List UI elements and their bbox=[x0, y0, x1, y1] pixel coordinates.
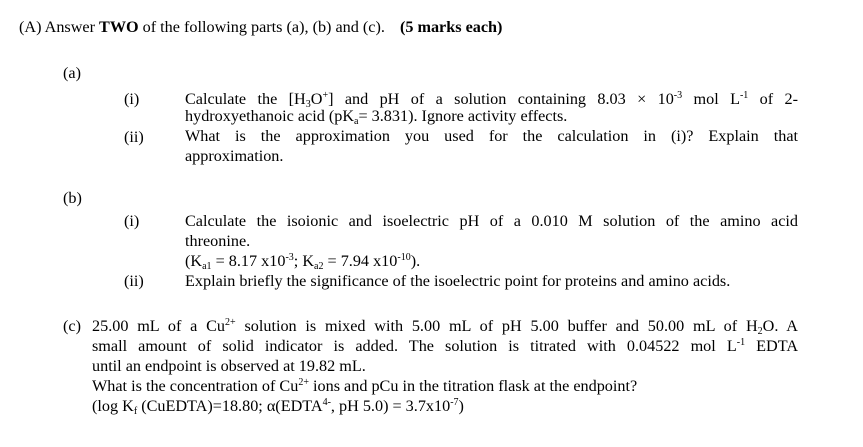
part-a-i-number: (i) bbox=[124, 90, 140, 108]
part-b-label: (b) bbox=[63, 189, 82, 207]
part-a-ii-line-1: What is the approximation you used for the calculation in (i)? Explain that bbox=[185, 127, 798, 145]
part-c-line-2: small amount of solid indicator is added. The solution is titrated with 0.04522 mol $L^{-1}$ EDTA bbox=[92, 337, 799, 355]
part-c-label: (c) bbox=[63, 317, 81, 335]
part-b-ii-line-1: Explain briefly the significance of the isoelectric point for proteins and amino acids. bbox=[185, 272, 731, 290]
header-instruction: of the following parts (a), (b) and (c). bbox=[138, 18, 385, 36]
part-b-i-number: (i) bbox=[124, 212, 140, 230]
header-lead: (A) Answer bbox=[19, 18, 100, 36]
header-marks: (5 marks each) bbox=[399, 18, 503, 36]
part-c-line-3: until an endpoint is observed at 19.82 mL. bbox=[92, 357, 366, 375]
part-a-i-line-1: Calculate the $[H_3O^+]$ and pH of a solution containing $8.03 \times 10^{-3}$ mol $L^{-1}$ of 2- bbox=[185, 90, 799, 110]
question-header bbox=[19, 19, 502, 36]
part-c-line-1: 25.00 mL of a $Cu^{2+}$ solution is mixed with 5.00 mL of pH 5.00 buffer and 50.00 mL of $H_2O$. A bbox=[92, 317, 798, 337]
part-b-i-line-1: Calculate the isoionic and isoelectric pH of a 0.010 M solution of the amino acid bbox=[185, 212, 798, 230]
part-c-question: What is the concentration of $Cu^{2+}$ ions and pCu in the titration flask at the endpoint? bbox=[92, 377, 638, 395]
header-emphasis: TWO bbox=[99, 18, 139, 36]
part-a-ii-line-2: approximation. bbox=[185, 147, 284, 165]
part-b-ii-number: (ii) bbox=[124, 272, 144, 290]
part-b-i-line-2: threonine. bbox=[185, 232, 251, 250]
part-b-i-constants: ($K_{a1} = 8.17$ $x10^{-3}$; $K_{a2} = 7.94$ $x10^{-10}$). bbox=[185, 252, 421, 272]
part-a-label: (a) bbox=[63, 64, 81, 82]
part-c-constants: (log $K_f$ (CuEDTA)=18.80; $\alpha(EDTA^{4-}$, pH $5.0) = 3.7x10^{-7}$) bbox=[92, 397, 464, 417]
part-a-ii-number: (ii) bbox=[124, 128, 144, 146]
part-a-i-line-2: hydroxyethanoic acid $(pK_a= 3.831)$. Ignore activity effects. bbox=[185, 107, 568, 127]
